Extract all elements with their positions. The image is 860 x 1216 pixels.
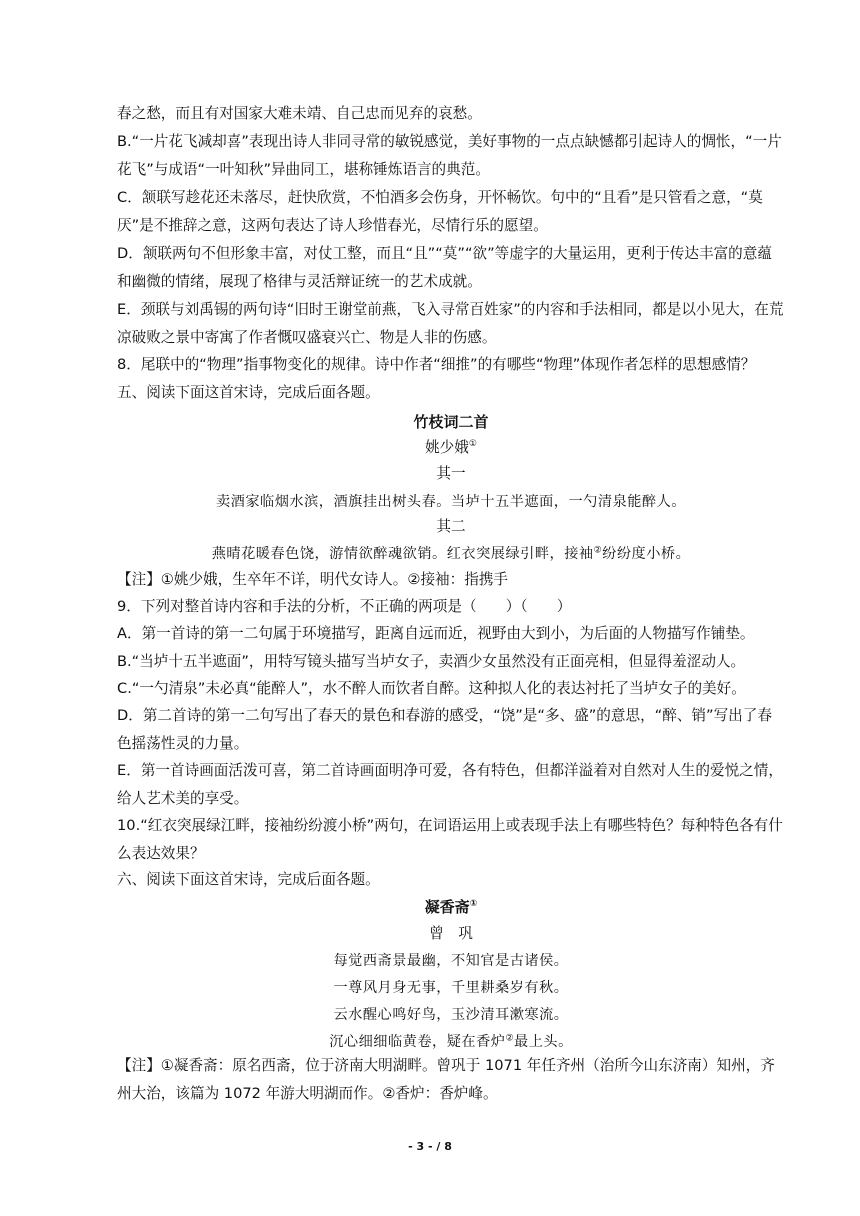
poem-author-yao — [117, 435, 785, 461]
poem-title-text: 凝香斋 — [424, 898, 470, 916]
paragraph-continuation: 春之愁，而且有对国家大难未靖、自己忠而见弃的哀愁。 — [117, 105, 482, 122]
footnote-mark: ② — [505, 1033, 515, 1044]
note-section-6: 【注】①凝香斋：原名西斋，位于济南大明湖畔。曾巩于 1071 年任齐州（治所今山东济南）知州，齐州大治，该篇为 1072 年游大明湖而作。②香炉：香炉峰。 — [117, 1057, 775, 1102]
footnote-mark: ① — [469, 899, 478, 909]
poem-part-2-label: 其二 — [436, 518, 466, 535]
poem-line-4-b: 最上头。 — [514, 1034, 573, 1050]
question-9-option-e: E．第一首诗画面活泼可喜，第二首诗画面明净可爱，各有特色，但都洋溢着对自然对人生的爱悦之情，给人艺术美的享受。 — [117, 762, 783, 807]
poem-line-4-a: 沉心细细临黄卷，疑在香炉 — [329, 1034, 506, 1050]
option-e-prev: E．颈联与刘禹锡的两句诗“旧时王谢堂前燕，飞入寻常百姓家”的内容和手法相同，都是以小见大，在荒凉破败之景中寄寓了作者慨叹盛衰兴亡、物是人非的伤感。 — [117, 301, 784, 346]
question-9-option-b: B.“当垆十五半遮面”，用特写镜头描写当垆女子，卖酒少女虽然没有正面亮相，但显得羞涩动人。 — [117, 653, 746, 670]
footnote-mark: ① — [468, 439, 477, 450]
section-5-heading: 五、阅读下面这首宋诗，完成后面各题。 — [117, 384, 380, 401]
poem-part-2-a: 燕晴花暖春色饶，游情欲醉魂欲销。红衣突展绿引畔，接袖 — [211, 546, 594, 562]
section-6-heading: 六、阅读下面这首宋诗，完成后面各题。 — [117, 871, 380, 888]
note-section-5: 【注】①姚少娥，生卒年不详，明代女诗人。②接袖：指携手 — [117, 571, 509, 588]
question-9-option-a: A．第一首诗的第一二句属于环境描写，距离自远而近，视野由大到小，为后面的人物描写作铺垫。 — [117, 625, 755, 642]
poem-line-1: 每觉西斋景最幽，不知官是古诸侯。 — [333, 953, 569, 969]
question-9: 9．下列对整首诗内容和手法的分析，不正确的两项是（ ）（ ） — [117, 598, 572, 615]
author-name: 姚少娥 — [425, 439, 469, 456]
poem-line-2: 一尊风月身无事，千里耕桑岁有秋。 — [333, 980, 569, 996]
question-10: 10.“红衣突展绿江畔，接袖纷纷渡小桥”两句，在词语运用上或表现手法上有哪些特色？每种特色各有什么表达效果？ — [117, 817, 783, 862]
poem-author-zeng: 曾 巩 — [429, 925, 473, 942]
poem-part-1-text: 卖酒家临烟水滨，酒旗挂出树头春。当垆十五半遮面，一勺清泉能醉人。 — [215, 494, 686, 510]
footnote-mark: ② — [593, 545, 603, 556]
poem-title-ningxiangzhai — [117, 894, 785, 920]
question-9-option-d: D．第二首诗的第一二句写出了春天的景色和春游的感受，“饶”是“多、盛”的意思，“醉、销”写出了春色摇荡性灵的力量。 — [117, 707, 772, 752]
question-9-option-c: C.“一勺清泉”未必真“能醉人”，水不醉人而饮者自醉。这种拟人化的表达衬托了当垆女子的美好。 — [117, 680, 746, 697]
poem-line-3: 云水醒心鸣好鸟，玉沙清耳漱寒流。 — [333, 1007, 569, 1023]
poem-part-1-label: 其一 — [436, 465, 466, 482]
option-c-prev: C．颔联写趁花还未落尽，赶快欣赏，不怕酒多会伤身，开怀畅饮。句中的“且看”是只管看之意，“莫厌”是不推辞之意，这两句表达了诗人珍惜春光，尽情行乐的愿望。 — [117, 189, 763, 234]
option-d-prev: D．颔联两句不但形象丰富，对仗工整，而且“且”“莫”“欲”等虚字的大量运用，更利于传达丰富的意蕴和幽微的情绪，展现了格律与灵活辩证统一的艺术成就。 — [117, 245, 772, 290]
poem-part-2-text — [117, 541, 785, 567]
poem-part-2-b: 纷纷度小桥。 — [602, 546, 691, 562]
poem-title-zhuzhici: 竹枝词二首 — [413, 413, 489, 431]
question-8: 8．尾联中的“物理”指事物变化的规律。诗中作者“细推”的有哪些“物理”体现作者怎样的思想感情？ — [117, 356, 756, 373]
option-b-prev: B.“一片花飞减却喜”表现出诗人非同寻常的敏锐感觉，美好事物的一点点缺憾都引起诗人的惆怅，“一片花飞”与成语“一叶知秋”异曲同工，堪称锤炼语言的典范。 — [117, 133, 782, 178]
page-number: - 3 - / 8 — [408, 1140, 452, 1153]
